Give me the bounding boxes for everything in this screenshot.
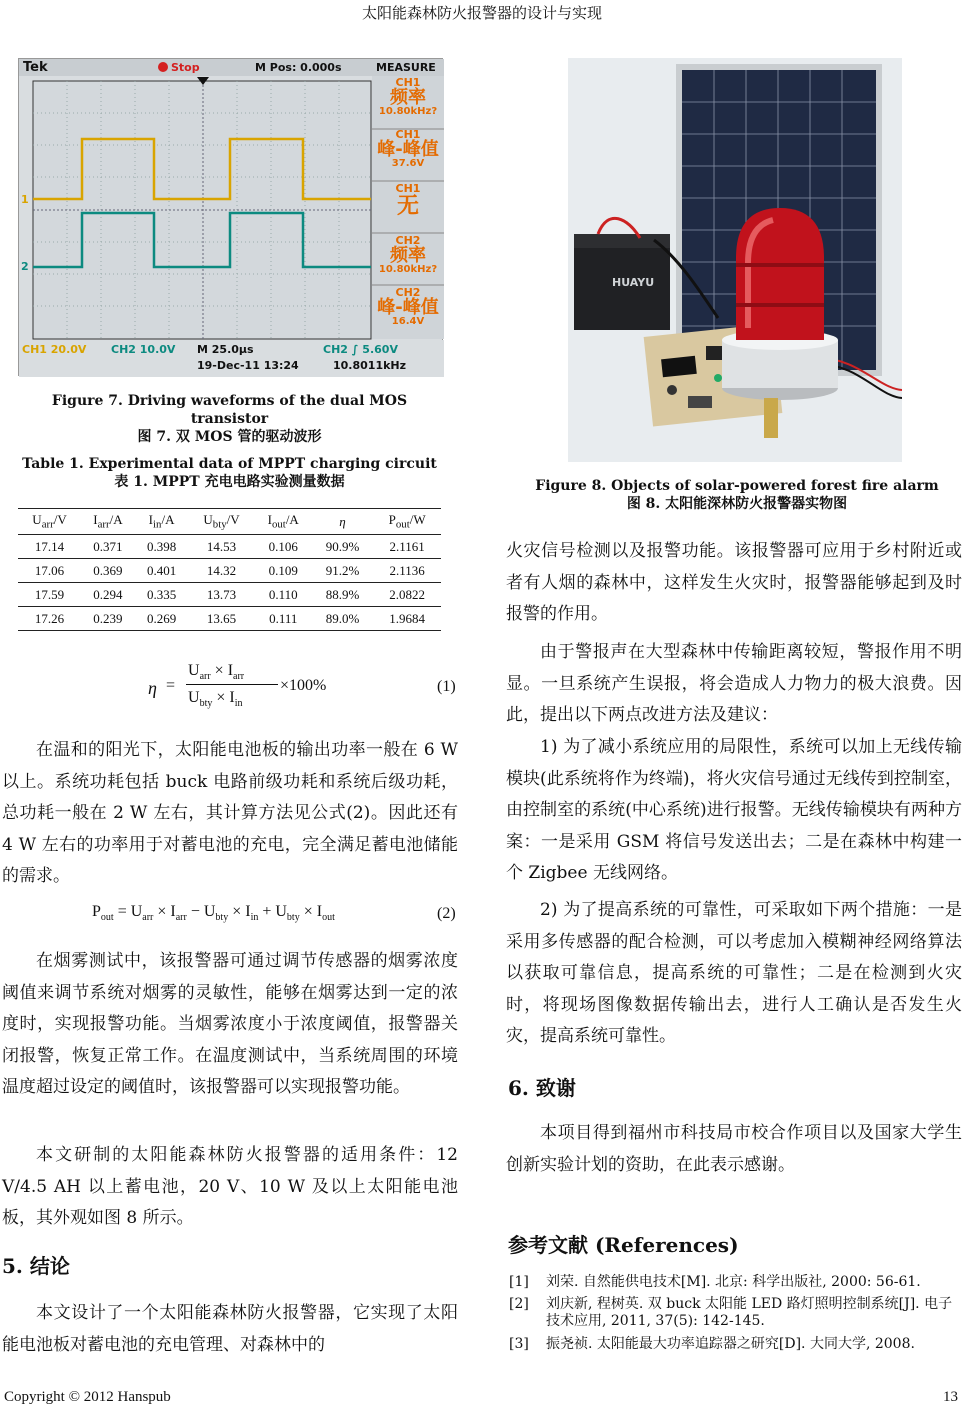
table-row: 17.14 0.371 0.398 14.53 0.106 90.9% 2.1161: [18, 535, 441, 559]
col-pout: $P_{out}/W$: [373, 509, 441, 535]
page-number: 13: [943, 1389, 958, 1405]
scope-mpos: M Pos: 0.000s: [255, 61, 342, 74]
freq-readout: 10.8011kHz: [333, 359, 407, 372]
ch1-marker: 1: [21, 193, 29, 206]
ch2-marker: 2: [21, 260, 29, 273]
battery-label: HUAYU: [612, 276, 655, 289]
table-header-row: [18, 509, 441, 535]
paragraph-improvement-1: 1) 为了减小系统应用的局限性，系统可以加上无线传输模块(此系统将作为终端)，将火灾信号通过无线传到控制室，由控制室的系统(中心系统)进行报警。无线传输模块有两种方案：一是采用 GSM 将信号发送出去；二是在森林中构建一个 Zigbee 无线网络。: [506, 737, 962, 883]
col-iarr: $I_{arr}/A$: [81, 509, 135, 535]
figure7-caption: Figure 7. Driving waveforms of the dual MOS transistor 图 7. 双 MOS 管的驱动波形: [51, 393, 408, 445]
col-iin: $I_{in}/A$: [135, 509, 189, 535]
running-head: 太阳能森林防火报警器的设计与实现: [361, 4, 602, 22]
scope-state: Stop: [171, 61, 200, 74]
measurement-2: CH1 峰-峰值 37.6V: [377, 128, 439, 170]
paragraph-conditions: 本文研制的太阳能森林防火报警器的适用条件：12 V/4.5 AH 以上蓄电池，20 V、10 W 及以上太阳能电池板，其外观如图 8 所示。: [2, 1145, 458, 1228]
paragraph-fire-detection: 火灾信号检测以及报警功能。该报警器可应用于乡村附近或者有人烟的森林中，这样发生火灾时，报警器能够起到及时报警的作用。: [506, 541, 962, 624]
section6-heading: 6. 致谢: [508, 1076, 576, 1100]
trigger-readout: CH2 ∫ 5.60V: [323, 343, 398, 356]
scope-measure-label: MEASURE: [376, 61, 436, 74]
col-eta: η: [312, 509, 374, 535]
section5-heading: 5. 结论: [2, 1254, 70, 1278]
footer-copyright: Copyright © 2012 Hanspub: [4, 1389, 171, 1405]
figure8-caption: Figure 8. Objects of solar-powered forest fire alarm 图 8. 太阳能深林防火报警器实物图: [535, 478, 939, 512]
paragraph-improvement-2: 2) 为了提高系统的可靠性，可采取如下两个措施：一是采用多传感器的配合检测，可以考虑加入模糊神经网络算法以获取可靠信息，提高系统的可靠性；二是在检测到火灾时，将现场图像数据传输出去，进行人工确认是否发生火灾，提高系统可靠性。: [506, 900, 962, 1046]
measurement-5: CH2 峰-峰值 16.4V: [377, 286, 439, 328]
paragraph-smoke-test: 在烟雾测试中，该报警器可通过调节传感器的烟雾浓度阈值来调节系统对烟雾的灵敏性，能够在烟雾达到一定的浓度时，实现报警功能。当烟雾浓度小于浓度阈值，报警器关闭报警，恢复正常工作。在温度测试中，当系统周围的环境温度超过设定的阈值时，该报警器可以实现报警功能。: [2, 951, 458, 1097]
paragraph-conclusion: 本文设计了一个太阳能森林防火报警器，它实现了太阳能电池板对蓄电池的充电管理、对森林中的: [2, 1303, 458, 1355]
col-ubty: $U_{bty}/V$: [188, 509, 254, 535]
table1-caption: Table 1. Experimental data of MPPT charging circuit 表 1. MPPT 充电电路实验测量数据: [22, 456, 437, 490]
col-uarr: $U_{arr}/V$: [18, 509, 81, 535]
table-row: 17.59 0.294 0.335 13.73 0.110 88.9% 2.0822: [18, 583, 441, 607]
scope-date: 19-Dec-11 13:24: [197, 359, 299, 372]
ch1-scale: CH1 20.0V: [22, 343, 87, 356]
ch2-scale: CH2 10.0V: [111, 343, 176, 356]
table-row: 17.06 0.369 0.401 14.32 0.109 91.2% 2.1136: [18, 559, 441, 583]
scope-brand: Tek: [23, 60, 48, 75]
references-heading: 参考文献 (References): [508, 1233, 739, 1257]
equation-2-number: (2): [437, 905, 456, 922]
alarm-photo: [568, 58, 902, 462]
paragraph-power: 在温和的阳光下，太阳能电池板的输出功率一般在 6 W 以上。系统功耗包括 buck 电路前级功耗和系统后级功耗，总功耗一般在 2 W 左右，其计算方法见公式(2)。因此还有 4 W 左右的功率用于对蓄电池的充电，完全满足蓄电池储能的需求。: [2, 740, 458, 886]
measurement-1: CH1 频率 10.80kHz?: [378, 76, 438, 118]
equation-1-number: (1): [437, 678, 456, 695]
measurement-3: CH1 无: [395, 182, 421, 219]
timebase: M 25.0µs: [197, 343, 254, 356]
table-row: 17.26 0.239 0.269 13.65 0.111 89.0% 1.9684: [18, 607, 441, 631]
equation-2: $P_{out} = U_{arr} \times I_{arr} - U_{bty} \times I_{in} + U_{bty} \times I_{out}$: [92, 903, 335, 924]
paragraph-improvements: 由于警报声在大型森林中传输距离较短，警报作用不明显。一旦系统产生误报，将会造成人力物力的极大浪费。因此，提出以下两点改进方法及建议：: [506, 642, 962, 725]
measurement-4: CH2 频率 10.80kHz?: [378, 234, 438, 276]
mppt-data-table: [18, 508, 441, 631]
paragraph-acknowledgement: 本项目得到福州市科技局市校合作项目以及国家大学生创新实验计划的资助，在此表示感谢。: [506, 1123, 962, 1175]
col-iout: $I_{out}/A$: [255, 509, 312, 535]
oscilloscope-screenshot: [18, 58, 443, 376]
